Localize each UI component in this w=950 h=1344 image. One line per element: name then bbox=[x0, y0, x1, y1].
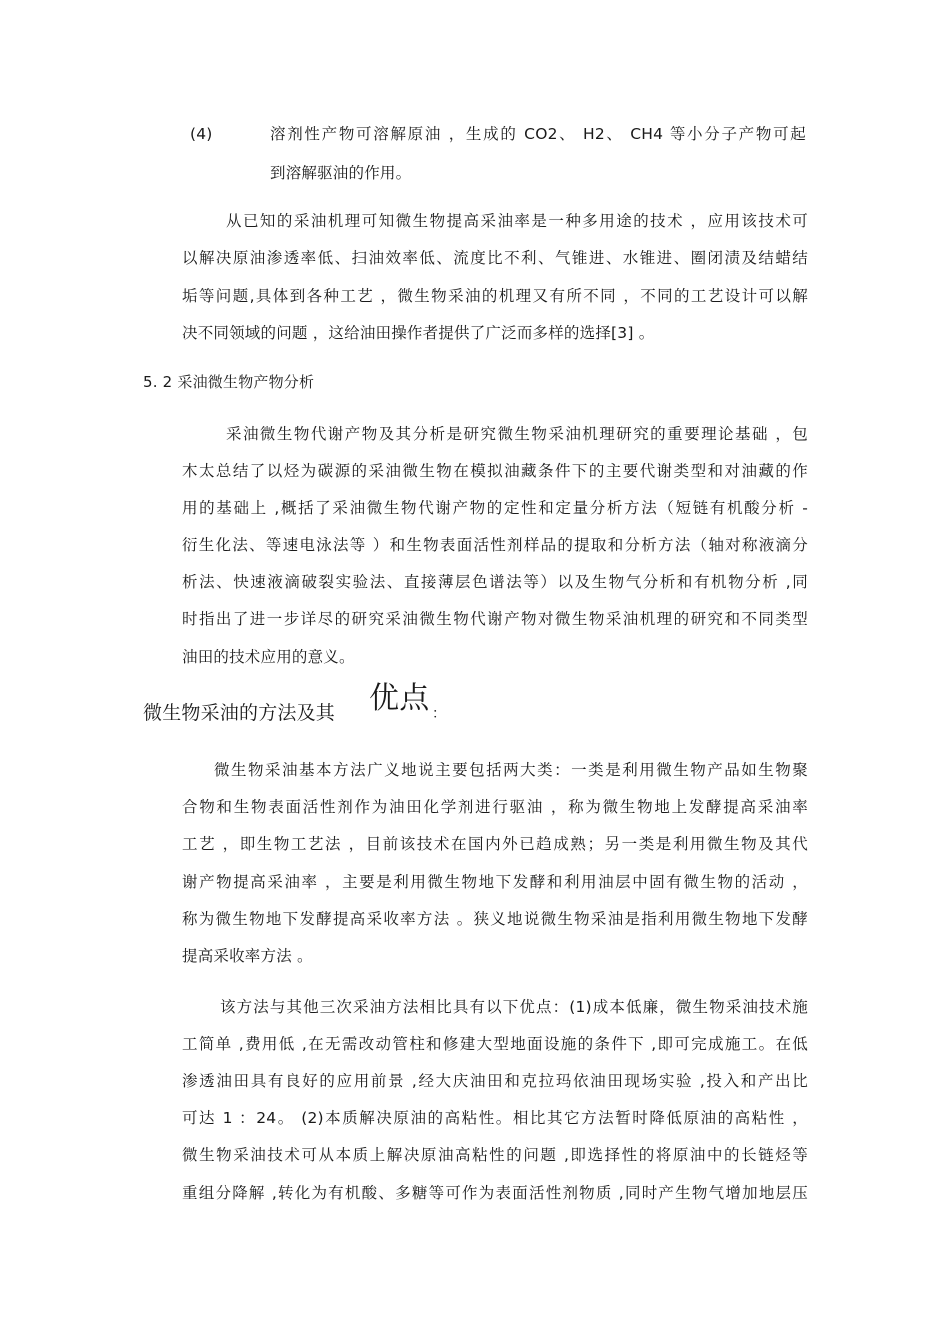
paragraph-line: 微生物采油技术可从本质上解决原油高粘性的问题 ,即选择性的将原油中的长链烃等 bbox=[182, 1146, 808, 1164]
paragraph-line: 采油微生物代谢产物及其分析是研究微生物采油机理研究的重要理论基础 ，包 bbox=[226, 425, 808, 443]
paragraph-line: 从已知的采油机理可知微生物提高采油率是一种多用途的技术 ，应用该技术可 bbox=[226, 212, 808, 230]
paragraph-line: 以解决原油渗透率低、扫油效率低、流度比不利、气锥进、水锥进、圈闭渍及结蜡结 bbox=[182, 249, 808, 267]
paragraph-line: 可达 1 ：24。 (2)本质解决原油的高粘性。相比其它方法暂时降低原油的高粘性 ， bbox=[182, 1109, 808, 1127]
main-heading-text: 微生物采油的方法及其 bbox=[143, 702, 336, 724]
paragraph-line: 提高采收率方法 。 bbox=[182, 947, 313, 965]
paragraph-line: 该方法与其他三次采油方法相比具有以下优点：(1)成本低廉，微生物采油技术施 bbox=[220, 998, 808, 1016]
list-item-number: (4) bbox=[190, 125, 213, 143]
paragraph-line: 时指出了进一步详尽的研究采油微生物代谢产物对微生物采油机理的研究和不同类型 bbox=[182, 610, 808, 628]
paragraph-line: 微生物采油基本方法广义地说主要包括两大类：一类是利用微生物产品如生物聚 bbox=[214, 761, 808, 779]
main-heading-large-text: 优点 bbox=[369, 681, 430, 716]
paragraph-line: 衍生化法、等速电泳法等 ）和生物表面活性剂样品的提取和分析方法（轴对称液滴分 bbox=[182, 536, 808, 554]
paragraph-line: 渗透油田具有良好的应用前景 ,经大庆油田和克拉玛依油田现场实验 ,投入和产出比 bbox=[182, 1072, 808, 1090]
paragraph-line: 合物和生物表面活性剂作为油田化学剂进行驱油 ，称为微生物地上发酵提高采油率 bbox=[182, 798, 808, 816]
main-heading-colon: ： bbox=[432, 706, 447, 722]
paragraph-line: 木太总结了以烃为碳源的采油微生物在模拟油藏条件下的主要代谢类型和对油藏的作 bbox=[182, 462, 808, 480]
paragraph-line: 称为微生物地下发酵提高采收率方法 。狭义地说微生物采油是指利用微生物地下发酵 bbox=[182, 910, 808, 928]
paragraph-line: 垢等问题,具体到各种工艺 ，微生物采油的机理又有所不同 ，不同的工艺设计可以解 bbox=[182, 287, 808, 305]
paragraph-line: 工艺 ，即生物工艺法 ，目前该技术在国内外已趋成熟；另一类是利用微生物及其代 bbox=[182, 835, 808, 853]
paragraph-line: 决不同领域的问题 ，这给油田操作者提供了广泛而多样的选择[3] 。 bbox=[182, 324, 655, 342]
paragraph-line: 用的基础上 ,概括了采油微生物代谢产物的定性和定量分析方法（短链有机酸分析 - bbox=[182, 499, 808, 517]
paragraph-line: 析法、快速液滴破裂实验法、直接薄层色谱法等）以及生物气分析和有机物分析 ,同 bbox=[182, 573, 808, 591]
section-heading: 5. 2 采油微生物产物分析 bbox=[143, 373, 315, 391]
list-item-text-line: 溶剂性产物可溶解原油 ，生成的 CO2、 H2、 CH4 等小分子产物可起 bbox=[270, 125, 806, 143]
paragraph-line: 油田的技术应用的意义。 bbox=[182, 648, 355, 666]
paragraph-line: 工简单 ,费用低 ,在无需改动管柱和修建大型地面设施的条件下 ,即可完成施工。在低 bbox=[182, 1035, 808, 1053]
paragraph-line: 重组分降解 ,转化为有机酸、多糖等可作为表面活性剂物质 ,同时产生物气增加地层压 bbox=[182, 1184, 808, 1202]
paragraph-line: 谢产物提高采油率 ，主要是利用微生物地下发酵和利用油层中固有微生物的活动 ， bbox=[182, 873, 808, 891]
list-item-text-line: 到溶解驱油的作用。 bbox=[270, 164, 412, 182]
